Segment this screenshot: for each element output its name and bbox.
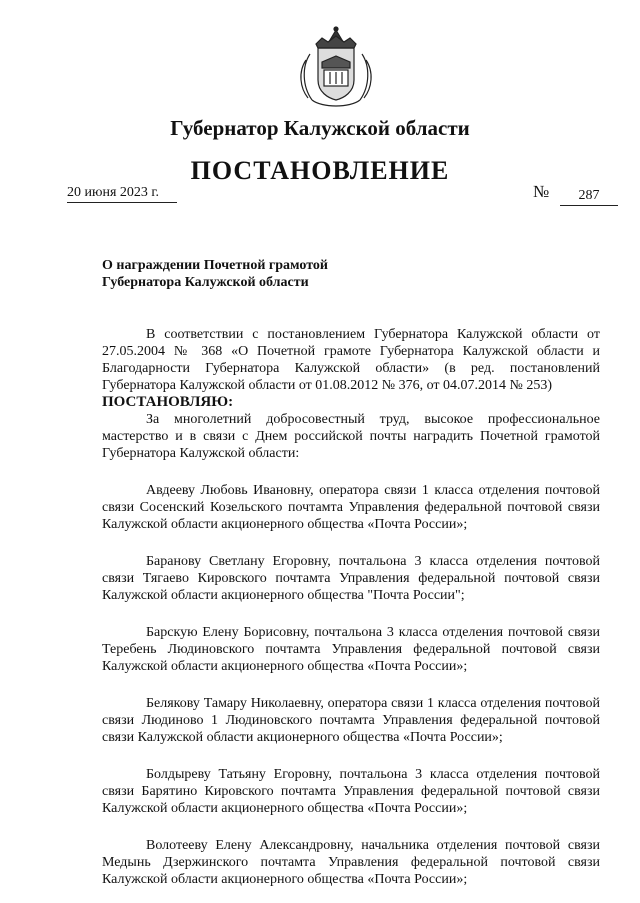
authority-title: Губернатор Калужской области — [170, 116, 470, 140]
intro-paragraph: За многолетний добросовестный труд, высокое профессиональное мастерство и в связи с Днем российской почты наградить Почетной грамотой Губернатора Калужской области: — [102, 412, 600, 461]
awardee-paragraph: Волотееву Елену Александровну, начальника отделения почтовой связи Медынь Дзержинского почтамта Управления федеральной почтовой связи Калужской области акционерного общества «Почта России»; — [102, 838, 600, 887]
coat-of-arms-icon — [296, 26, 376, 112]
awardee-paragraph: Белякову Тамару Николаевну, оператора связи 1 класса отделения почтовой связи Людиново 1 Людиновского почтамта Управления федеральной почтовой связи Калужской области акционерного общества «Почта России»; — [102, 696, 600, 745]
subject-line: О награждении Почетной грамотой — [102, 258, 328, 273]
document-date: 20 июня 2023 г. — [67, 185, 177, 203]
awardee-paragraph: Баранову Светлану Егоровну, почтальона 3 класса отделения почтовой связи Тягаево Кировского почтамта Управления федеральной почтовой связи Калужской области акционерного общества "Почта России"; — [102, 554, 600, 603]
awardee-paragraph: Авдееву Любовь Ивановну, оператора связи 1 класса отделения почтовой связи Сосенский Козельского почтамта Управления федеральной почтовой связи Калужской области акционерного общества «Почта России»; — [102, 483, 600, 532]
document-number: 287 — [560, 188, 618, 206]
subject-line: Губернатора Калужской области — [102, 275, 309, 290]
preamble-paragraph: В соответствии с постановлением Губернатора Калужской области от 27.05.2004 № 368 «О Почетной грамоте Губернатора Калужской области и Благодарности Губернатора Калужской области» (в ред. постановлений Губернатора Калужской области от 01.08.2012 № 376, от 04.07.2014 № 253) — [102, 327, 600, 393]
document-body — [102, 326, 600, 888]
awardee-paragraph: Болдыреву Татьяну Егоровну, почтальона 3 класса отделения почтовой связи Барятино Кировского почтамта Управления федеральной почтовой связи Калужской области акционерного общества «Почта России»; — [102, 767, 600, 816]
awardee-paragraph: Барскую Елену Борисовну, почтальона 3 класса отделения почтовой связи Теребень Людиновского почтамта Управления федеральной почтовой связи Калужской области акционерного общества «Почта России»; — [102, 625, 600, 674]
resolve-heading: ПОСТАНОВЛЯЮ: — [102, 394, 234, 410]
document-type: ПОСТАНОВЛЕНИЕ — [190, 156, 450, 185]
document-subject — [102, 257, 328, 291]
number-label: № — [533, 182, 550, 201]
